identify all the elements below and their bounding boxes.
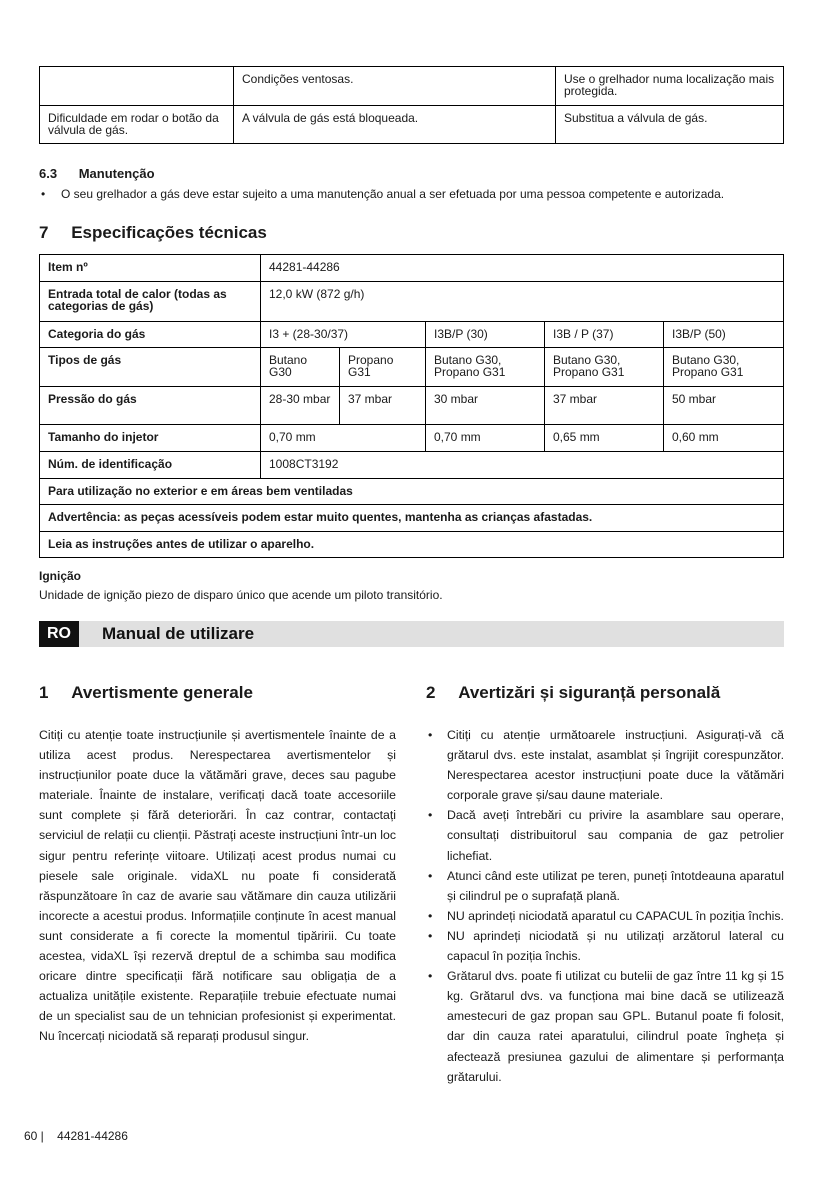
list-item: • NU aprindeți niciodată și nu utilizați arzătorul lateral cu capacul în poziția închis. xyxy=(426,926,784,966)
safety-heading xyxy=(426,683,720,703)
injector-label: Tamanho do injetor xyxy=(40,425,261,452)
maintenance-title: Manutenção xyxy=(78,166,155,181)
table-row xyxy=(40,282,784,322)
category-cell: I3B / P (37) xyxy=(545,322,664,348)
general-warnings-text: Citiți cu atenție toate instrucțiunile și avertismentele înainte de a utiliza acest produs. Nerespectarea avertismentelor și instrucțiunilor poate duce la vătămări grave, deces sau pagube materiale. Înainte de instalare, verificați dacă toate accesoriile sunt complete și fără deteriorări. În caz contrar, contactați serviciul de relații cu clienții. Păstrați aceste instrucțiuni într-un loc sigur pentru referințe viitoare. Utilizați acest produs numai cu piesele sale originale. vidaXL nu poate fi considerată răspunzătoare în caz de avarie sau vătămare din cauza utilizării incorecte a acestui produs. Informațiile conținute în acest manual sunt considerate a fi corecte la momentul tipăririi. Cu toate acestea, vidaXL își rezervă dreptul de a schimba sau modifica oricare dintre specificații fără notificare sau obligația de a actualiza unitățile existente. Reparațiile trebuie efectuate numai de un specialist sau de un tehnician profesionist și experimentat. Nu încercați niciodată să reparați produsul singur. xyxy=(39,728,396,1044)
table-row xyxy=(40,505,784,532)
maintenance-heading xyxy=(39,166,155,181)
table-cell-problem: Dificuldade em rodar o botão da válvula de gás. xyxy=(40,106,234,144)
pressure-label: Pressão do gás xyxy=(40,387,261,425)
table-cell-cause: Condições ventosas. xyxy=(234,67,556,106)
table-cell-cause: A válvula de gás está bloqueada. xyxy=(234,106,556,144)
section-title: Manual de utilizare xyxy=(102,624,255,643)
table-row xyxy=(40,348,784,387)
general-warnings-title: Avertismente generale xyxy=(71,683,253,702)
gas-type-cell: Propano G31 xyxy=(340,348,426,387)
item-label: Item nº xyxy=(40,255,261,282)
category-cell: I3B/P (30) xyxy=(426,322,545,348)
maintenance-bullet: • O seu grelhador a gás deve estar sujeito a uma manutenção anual a ser efetuada por uma pessoa competente e autorizada. xyxy=(39,187,806,201)
language-badge: RO xyxy=(39,621,79,647)
item-value: 44281-44286 xyxy=(261,255,784,282)
injector-cell: 0,65 mm xyxy=(545,425,664,452)
gas-type-cell: Butano G30, Propano G31 xyxy=(426,348,545,387)
table-row xyxy=(40,67,784,106)
specs-number: 7 xyxy=(39,223,49,242)
maintenance-number: 6.3 xyxy=(39,166,58,181)
safety-title: Avertizări și siguranță personală xyxy=(458,683,721,702)
list-item: • Citiți cu atenție următoarele instrucțiuni. Asigurați-vă că grătarul dvs. este instalat, asamblat și îngrijit corespunzător. Nerespectarea acestor instrucțiuni poate duce la vătămări corporale grave și/sau daune materiale. xyxy=(426,725,784,805)
note-warning: Advertência: as peças acessíveis podem estar muito quentes, mantenha as crianças afastadas. xyxy=(40,505,784,532)
id-label: Núm. de identificação xyxy=(40,452,261,479)
troubleshooting-table xyxy=(39,66,784,144)
note-read-instructions: Leia as instruções antes de utilizar o aparelho. xyxy=(40,532,784,558)
table-row xyxy=(40,255,784,282)
table-row xyxy=(40,322,784,348)
ignition-title: Ignição xyxy=(39,569,82,583)
table-cell-solution: Substitua a válvula de gás. xyxy=(556,106,784,144)
footer-code: 44281-44286 xyxy=(57,1129,128,1143)
injector-cell: 0,60 mm xyxy=(664,425,784,452)
gas-type-cell: Butano G30, Propano G31 xyxy=(545,348,664,387)
safety-list xyxy=(426,725,784,1087)
general-warnings-heading xyxy=(39,683,253,703)
gas-types-label: Tipos de gás xyxy=(40,348,261,387)
page-number: 60 | xyxy=(24,1129,44,1143)
gas-type-cell: Butano G30 xyxy=(261,348,340,387)
list-item: • Atunci când este utilizat pe teren, puneți întotdeauna aparatul și cilindrul pe o suprafață plană. xyxy=(426,866,784,906)
list-item: • Dacă aveți întrebări cu privire la asamblare sau operare, consultați distribuitorul sau compania de gaz petrolier lichefiat. xyxy=(426,805,784,865)
pressure-cell: 37 mbar xyxy=(340,387,426,425)
note-outdoor: Para utilização no exterior e em áreas bem ventiladas xyxy=(40,479,784,505)
category-cell: I3B/P (50) xyxy=(664,322,784,348)
id-value: 1008CT3192 xyxy=(261,452,784,479)
ignition-text: Unidade de ignição piezo de disparo único que acende um piloto transitório. xyxy=(39,588,443,602)
table-row xyxy=(40,479,784,505)
table-cell-problem xyxy=(40,67,234,106)
table-row xyxy=(40,532,784,558)
specs-table xyxy=(39,254,784,558)
category-cell: I3 + (28-30/37) xyxy=(261,322,426,348)
general-warnings-number: 1 xyxy=(39,683,49,702)
table-cell-solution: Use o grelhador numa localização mais protegida. xyxy=(556,67,784,106)
table-row xyxy=(40,425,784,452)
specs-title: Especificações técnicas xyxy=(71,223,267,242)
injector-cell: 0,70 mm xyxy=(261,425,426,452)
pressure-cell: 30 mbar xyxy=(426,387,545,425)
list-item: • Grătarul dvs. poate fi utilizat cu butelii de gaz între 11 kg și 15 kg. Grătarul dvs. va funcționa mai bine dacă se utilizează amestecuri de gaz propan sau GPL. Butanul poate fi folosit, dar din cauza ratei aparatului, cilindrul poate îngheța și afectează presiunea gazului de alimentare și performanța grătarului. xyxy=(426,966,784,1087)
heat-input-value: 12,0 kW (872 g/h) xyxy=(261,282,784,322)
category-label: Categoria do gás xyxy=(40,322,261,348)
heat-input-label: Entrada total de calor (todas as categorias de gás) xyxy=(40,282,261,322)
pressure-cell: 50 mbar xyxy=(664,387,784,425)
pressure-cell: 37 mbar xyxy=(545,387,664,425)
specs-heading xyxy=(39,223,267,243)
list-item: • NU aprindeți niciodată aparatul cu CAPACUL în poziția închis. xyxy=(426,906,784,926)
table-row xyxy=(40,387,784,425)
safety-number: 2 xyxy=(426,683,436,702)
pressure-cell: 28-30 mbar xyxy=(261,387,340,425)
footer xyxy=(24,1129,128,1143)
table-row xyxy=(40,106,784,144)
injector-cell: 0,70 mm xyxy=(426,425,545,452)
gas-type-cell: Butano G30, Propano G31 xyxy=(664,348,784,387)
table-row xyxy=(40,452,784,479)
